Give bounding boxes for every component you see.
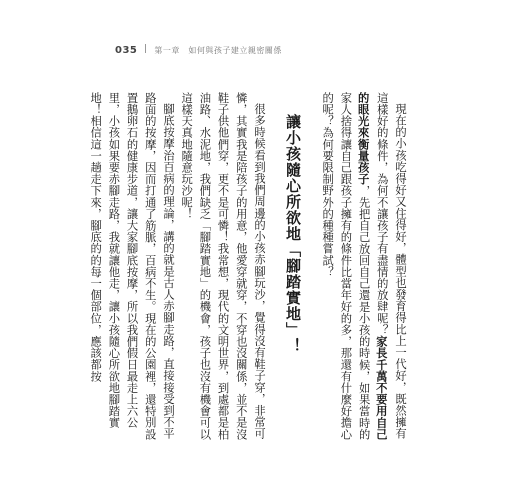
vertical-body-text bbox=[86, 92, 409, 444]
paragraph-1-text-b: ，先把自己放回自己還是小孩的時候，如果當時的家人捨得讓自己跟孩子擁有的條件比當年好的多，那還有什麼好擔心的呢？為何要限制野外的種種嘗試？ bbox=[321, 92, 371, 441]
section-spacer bbox=[304, 92, 318, 444]
paragraph-2: 很多時候看到我們周邊的小孩赤腳玩沙，覺得沒有鞋子穿，非常可憐，其實我是陪孩子的用意，他愛穿就穿，不穿也沒關係，並不是沒鞋子供他們穿，更不是可憐！我常想，現代的文明世界，到處都是柏油路、水泥地，我們缺乏「腳踏實地」的機會，孩子也沒有機會可以這樣天真地隨意玩沙呢！ bbox=[180, 92, 266, 440]
paragraph-1-text-a: 現在的小孩吃得好又住得好，體型也發育得比上一代好，既然擁有這樣好的條件，為何不讓孩子有盡情的放肆呢？ bbox=[375, 92, 407, 440]
paragraph-1 bbox=[318, 92, 409, 444]
page-number: 035 bbox=[115, 45, 138, 56]
paragraph-3: 腳底按摩治百病的理論，講的就是古人赤腳走路，直接接受到不平路面的按摩，因而打通了筋脈，百病不生。現在的公園裡，還特別設置鵝卵石的健康步道，讓大家腳底按摩，所以我們假日最走上六公里，小孩如果要赤腳走路，我就讓他走，讓小孩隨心所欲地腳踏實地！相信這一趟走下來，腳底的的每一個部位，應該都按 bbox=[89, 92, 175, 440]
section-spacer-2 bbox=[268, 92, 282, 444]
running-header bbox=[115, 44, 282, 58]
section-heading: 讓小孩隨心所欲地「腳踏實地」！ bbox=[283, 114, 302, 354]
chapter-title: 第一章 如何與孩子建立親密關係 bbox=[154, 46, 282, 55]
paragraph-1-emphasis: 家長千萬不要用自己的眼光來衡量孩子 bbox=[356, 92, 389, 441]
header-divider bbox=[145, 44, 146, 53]
